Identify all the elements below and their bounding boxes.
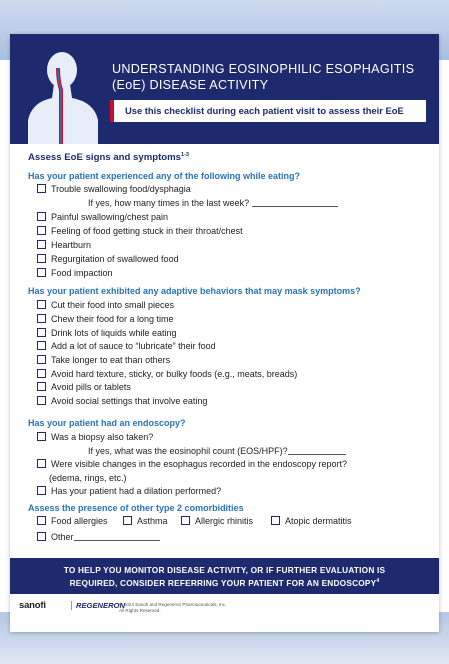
checkbox-label: Chew their food for a long time (51, 314, 174, 324)
copyright-line-2: All Rights Reserved. (119, 607, 161, 613)
checkbox-label: Allergic rhinitis (195, 516, 254, 526)
question-comorbidities: Assess the presence of other type 2 comorbidities (28, 503, 244, 513)
checkbox-item[interactable] (37, 516, 108, 527)
checkbox-label: Regurgitation of swallowed food (51, 254, 179, 264)
footer-line-1: TO HELP YOU MONITOR DISEASE ACTIVITY, OR IF FURTHER EVALUATION IS (63, 565, 386, 575)
checkbox-icon[interactable] (37, 268, 46, 277)
checkbox-icon[interactable] (37, 486, 46, 495)
answer-blank[interactable] (252, 206, 338, 207)
checkbox-icon[interactable] (37, 516, 46, 525)
checkbox-item[interactable] (37, 268, 113, 279)
header-banner (10, 34, 439, 144)
subtitle: Use this checklist during each patient visit to assess their EoE (125, 105, 404, 116)
checkbox-label: Food impaction (51, 268, 113, 278)
checkbox-icon[interactable] (123, 516, 132, 525)
checkbox-icon[interactable] (37, 355, 46, 364)
followup-label: If yes, what was the eosinophil count (EOS/HPF)? (88, 446, 288, 456)
checkbox-icon[interactable] (37, 341, 46, 350)
checkbox-item[interactable] (37, 184, 191, 195)
checkbox-label: Cut their food into small pieces (51, 300, 175, 310)
question-adaptive-behaviors: Has your patient exhibited any adaptive behaviors that may mask symptoms? (28, 286, 361, 296)
followup-eos-count (88, 446, 346, 457)
checkbox-item[interactable] (37, 432, 153, 443)
checkbox-label-continued: (edema, rings, etc.) (49, 473, 127, 483)
checkbox-item[interactable] (37, 459, 347, 470)
checkbox-label: Avoid social settings that involve eating (51, 396, 208, 406)
checkbox-item[interactable] (37, 212, 168, 223)
question-eating: Has your patient experienced any of the following while eating? (28, 171, 301, 181)
checkbox-label: Has your patient had a dilation performed? (51, 486, 222, 496)
checkbox-icon[interactable] (37, 226, 46, 235)
checkbox-item[interactable] (37, 382, 131, 393)
checkbox-item[interactable] (37, 314, 174, 325)
subtitle-box (110, 100, 426, 122)
checkbox-label: Feeling of food getting stuck in their throat/chest (51, 226, 243, 236)
checkbox-item[interactable] (37, 254, 179, 265)
checkbox-icon[interactable] (37, 300, 46, 309)
checkbox-item[interactable] (37, 532, 160, 543)
copyright-line-1: © 2024 Sanofi and Regeneron Pharmaceuticals, Inc. (119, 602, 227, 607)
checkbox-label: Food allergies (51, 516, 108, 526)
copyright-notice (119, 602, 319, 613)
section-heading-ref: 1-3 (181, 152, 189, 158)
section-heading-text: Assess EoE signs and symptoms (28, 152, 182, 164)
checkbox-label: Avoid pills or tablets (51, 382, 131, 392)
sanofi-logo: sanofi (19, 600, 46, 611)
checkbox-label: Heartburn (51, 240, 92, 250)
page-title: UNDERSTANDING EOSINOPHILIC ESOPHAGITIS (EoE) DISEASE ACTIVITY (112, 62, 415, 92)
checkbox-icon[interactable] (37, 240, 46, 249)
checkbox-label: Atopic dermatitis (285, 516, 352, 526)
checkbox-icon[interactable] (37, 254, 46, 263)
checkbox-item[interactable] (37, 341, 216, 352)
checkbox-icon[interactable] (37, 314, 46, 323)
checkbox-label: Add a lot of sauce to “lubricate” their food (51, 341, 216, 351)
checkbox-item[interactable] (37, 369, 297, 380)
checkbox-label: Avoid hard texture, sticky, or bulky foods (e.g., meats, breads) (51, 369, 298, 379)
footer-banner (10, 558, 439, 594)
checkbox-icon[interactable] (37, 432, 46, 441)
followup-label: If yes, how many times in the last week? (88, 198, 250, 208)
checkbox-label: Asthma (137, 516, 168, 526)
checkbox-item[interactable] (37, 300, 174, 311)
footer-callout (20, 565, 429, 589)
checkbox-icon[interactable] (37, 328, 46, 337)
checkbox-label: Trouble swallowing food/dysphagia (51, 184, 191, 194)
checkbox-label: Was a biopsy also taken? (51, 432, 154, 442)
checkbox-icon[interactable] (271, 516, 280, 525)
checkbox-icon[interactable] (37, 369, 46, 378)
checkbox-icon[interactable] (37, 184, 46, 193)
checkbox-label: Other (51, 532, 74, 542)
checkbox-icon[interactable] (37, 459, 46, 468)
regeneron-logo: REGENERON (71, 601, 125, 610)
answer-blank[interactable] (288, 454, 346, 455)
footer-line-2-text: REQUIRED, CONSIDER REFERRING YOUR PATIENT FOR AN ENDOSCOPY (69, 577, 377, 588)
checkbox-icon[interactable] (37, 532, 46, 541)
checkbox-item[interactable] (181, 516, 253, 527)
checkbox-item[interactable] (37, 396, 207, 407)
footer-line-2 (20, 576, 429, 589)
checkbox-icon[interactable] (37, 382, 46, 391)
checkbox-item[interactable] (37, 355, 170, 366)
checkbox-icon[interactable] (181, 516, 190, 525)
checkbox-item[interactable] (271, 516, 352, 527)
section-heading (28, 152, 189, 163)
followup-times-last-week (88, 198, 338, 209)
esophagus-figure-icon (28, 50, 98, 144)
checklist-sheet (10, 34, 439, 632)
checkbox-item[interactable] (37, 328, 177, 339)
checkbox-label: Drink lots of liquids while eating (51, 328, 177, 338)
checkbox-label: Painful swallowing/chest pain (51, 212, 169, 222)
answer-blank[interactable] (74, 540, 160, 541)
checkbox-item[interactable] (37, 486, 221, 497)
checkbox-icon[interactable] (37, 396, 46, 405)
checkbox-item[interactable] (123, 516, 168, 527)
question-endoscopy: Has your patient had an endoscopy? (28, 418, 186, 428)
checkbox-label: Take longer to eat than others (51, 355, 171, 365)
checkbox-icon[interactable] (37, 212, 46, 221)
checkbox-item[interactable] (37, 226, 243, 237)
checkbox-label: Were visible changes in the esophagus recorded in the endoscopy report? (51, 459, 348, 469)
footer-ref: 4 (376, 578, 380, 584)
checkbox-item[interactable] (37, 240, 91, 251)
